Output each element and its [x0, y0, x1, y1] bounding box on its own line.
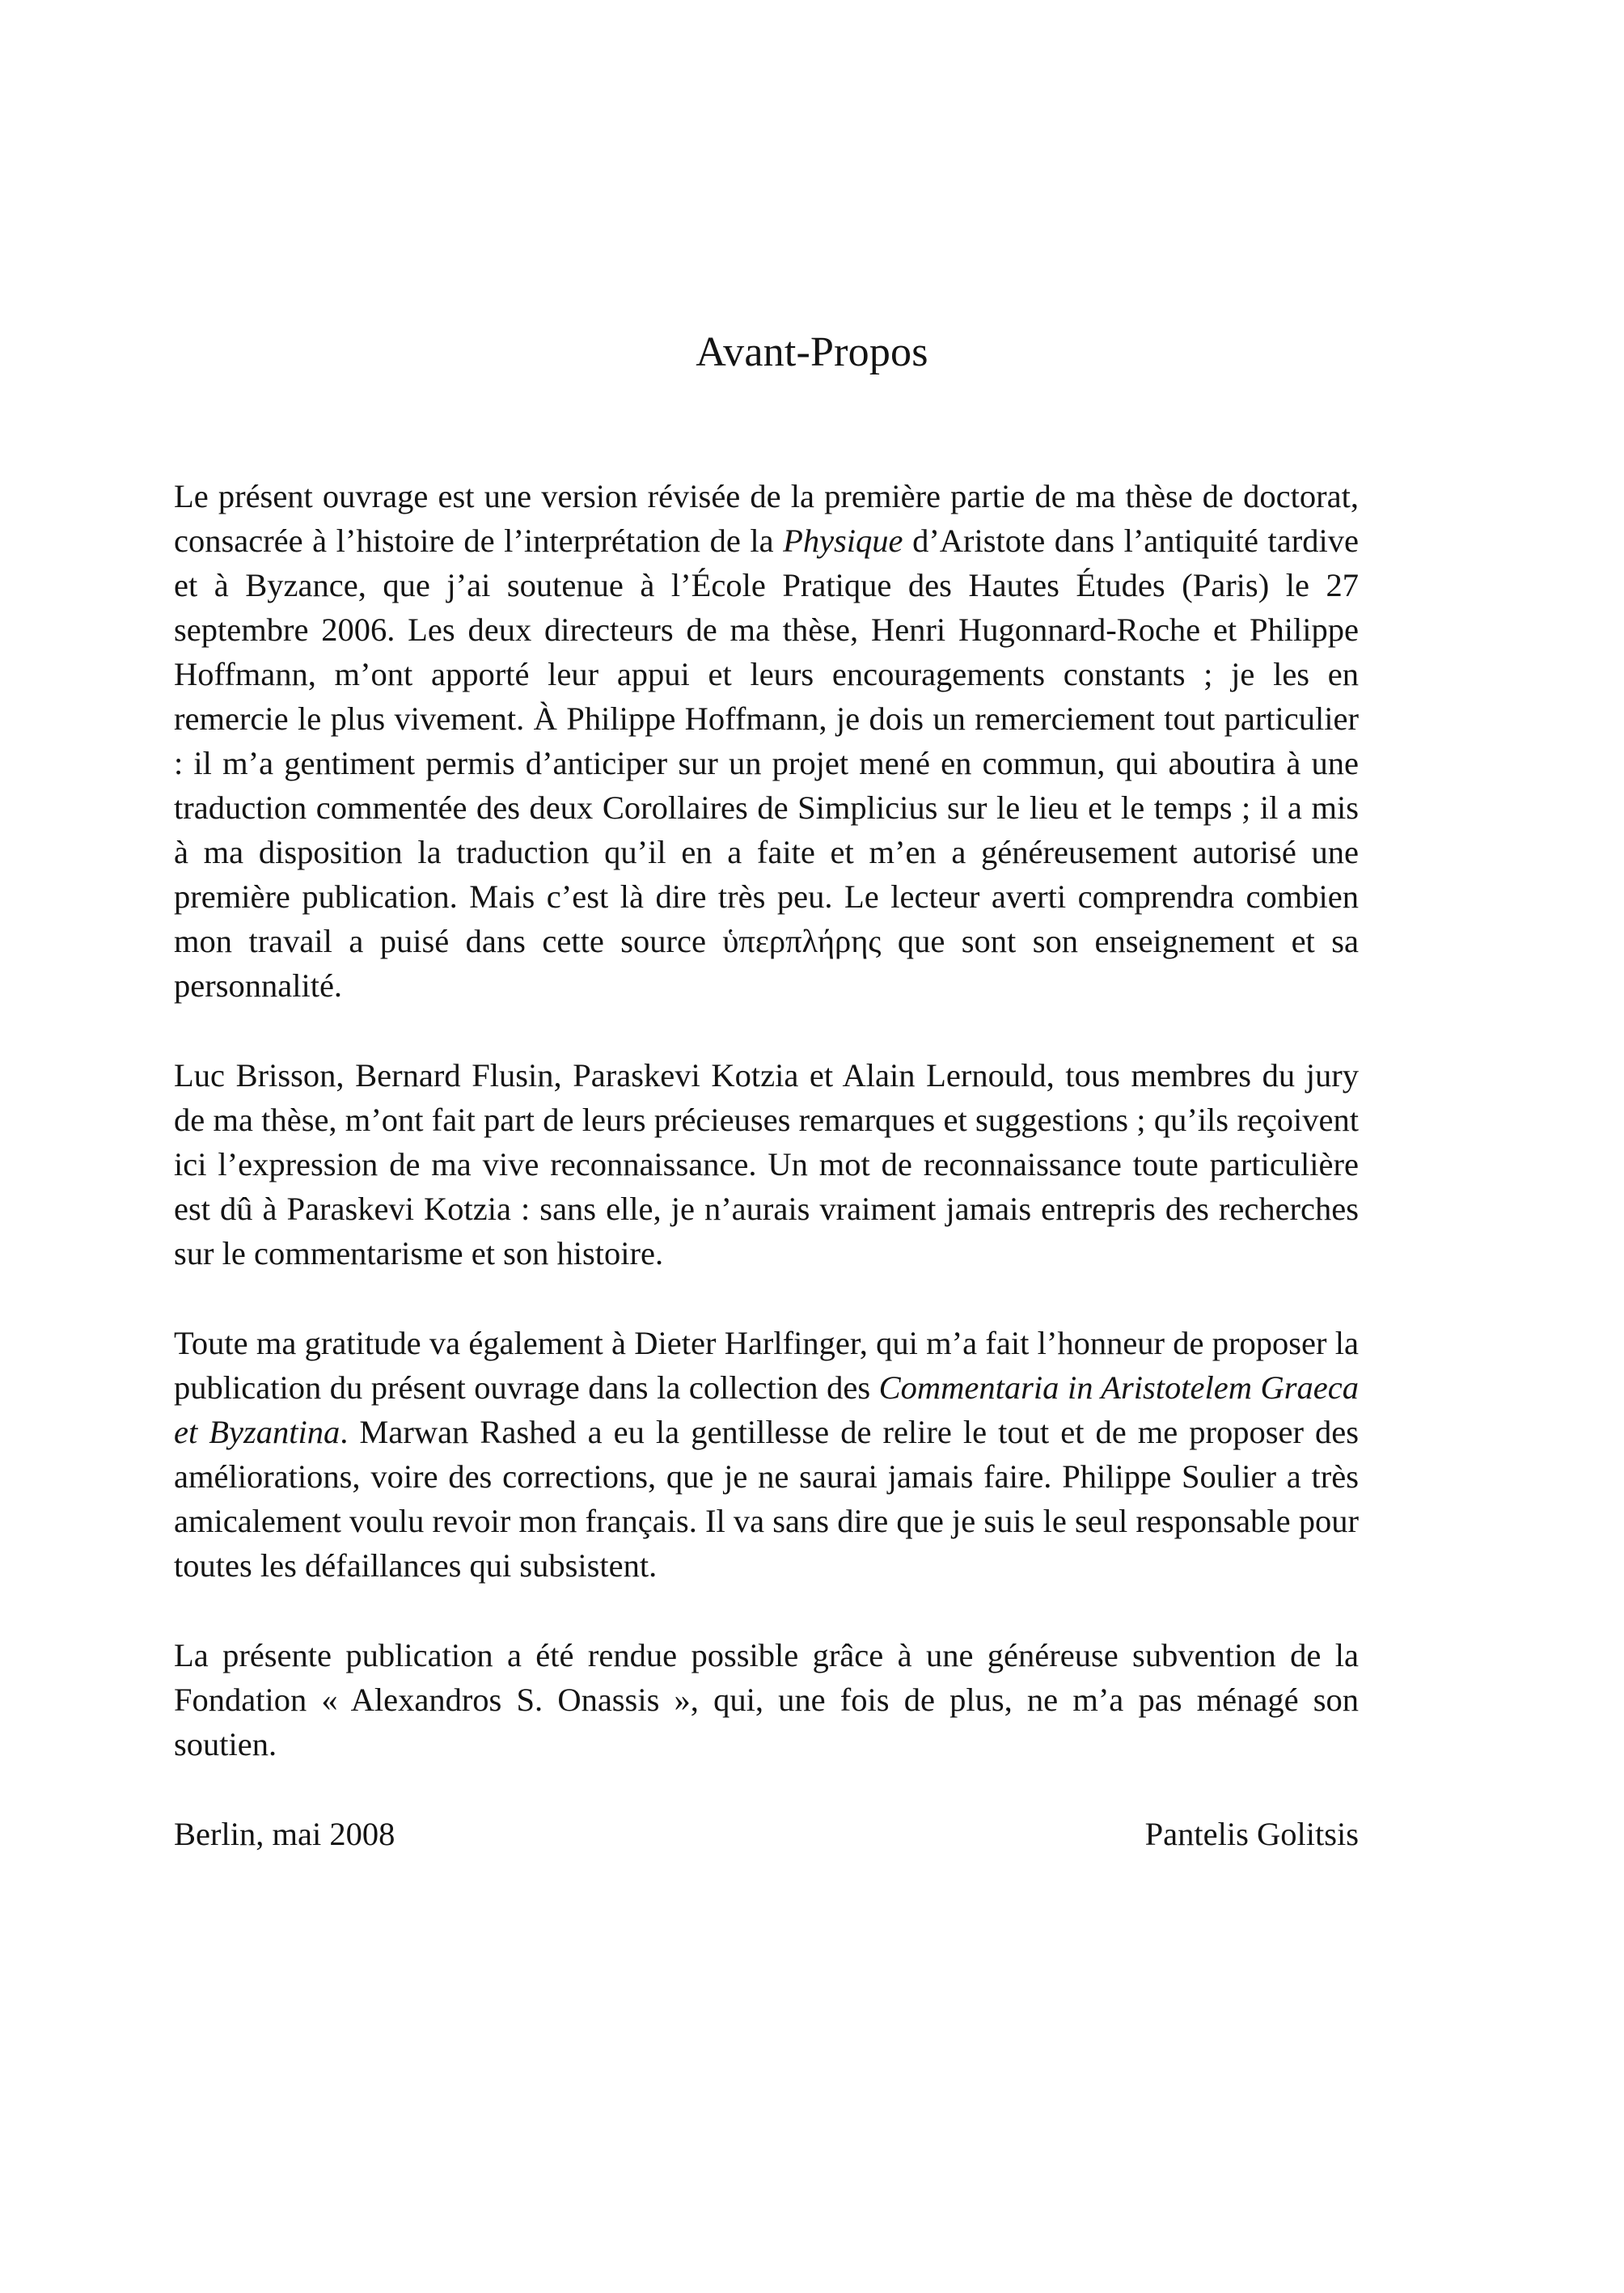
paragraph-3: [174, 1321, 1359, 1588]
paragraph-1-text-a: Le présent ouvrage est une version révisée de la première partie de ma thèse de doctorat, consacrée à l’histoire de l’interprétation de la: [174, 478, 1359, 559]
paragraph-4: La présente publication a été rendue possible grâce à une généreuse subvention de la Fondation « Alexandros S. Onassis », qui, une fois de plus, ne m’a pas ménagé son soutien.: [174, 1637, 1359, 1762]
signature-row: [174, 1812, 1359, 1856]
paragraph-1-text-b: d’Aristote dans l’antiquité tardive et à Byzance, que j’ai soutenue à l’École Pratique des Hautes Études (Paris) le 27 septembre 2006. Les deux directeurs de ma thèse, Henri Hugonnard-Roche et Philippe Hoffmann, m’ont apporté leur appui et leurs encouragements constants ; je les en remercie le plus vivement. À Philippe Hoffmann, je dois un remerciement tout particulier : il m’a gentiment permis d’anticiper sur un projet mené en commun, qui aboutira à une traduction commentée des deux Corollaires de Simplicius sur le lieu et le temps ; il a mis à ma disposition la traduction qu’il en a faite et m’en a généreusement autorisé une première publication. Mais c’est là dire très peu. Le lecteur averti comprendra combien mon travail a puisé dans cette source ὑπερπλήρης que sont son enseignement et sa personnalité.: [174, 522, 1359, 1004]
paragraph-2: Luc Brisson, Bernard Flusin, Paraskevi Kotzia et Alain Lernould, tous membres du jury de ma thèse, m’ont fait part de leurs précieuses remarques et suggestions ; qu’ils reçoivent ici l’expression de ma vive reconnaissance. Un mot de reconnaissance toute particulière est dû à Paraskevi Kotzia : sans elle, je n’aurais vraiment jamais entrepris des recherches sur le commentarisme et son histoire.: [174, 1057, 1359, 1271]
foreword-body: [174, 474, 1359, 1856]
place-date: Berlin, mai 2008: [174, 1816, 395, 1852]
paragraph-1-italic-title: Physique: [783, 522, 903, 559]
paragraph-3-text-b: . Marwan Rashed a eu la gentillesse de relire le tout et de me proposer des améliorations, voire des corrections, que je ne saurai jamais faire. Philippe Soulier a très amicalement voulu revoir mon français. Il va sans dire que je suis le seul responsable pour toutes les défaillances qui subsistent.: [174, 1414, 1359, 1584]
author-name: Pantelis Golitsis: [1144, 1816, 1359, 1852]
page-title: Avant-Propos: [696, 329, 928, 375]
paragraph-3-text-a: Toute ma gratitude va également à Dieter Harlfinger, qui m’a fait l’honneur de proposer la publication du présent ouvrage dans la collection des: [174, 1325, 1359, 1406]
paragraph-1: [174, 474, 1359, 1008]
paragraph-3-italic-title: Commentaria in Aristotelem Graeca et Byzantina: [174, 1369, 1359, 1450]
